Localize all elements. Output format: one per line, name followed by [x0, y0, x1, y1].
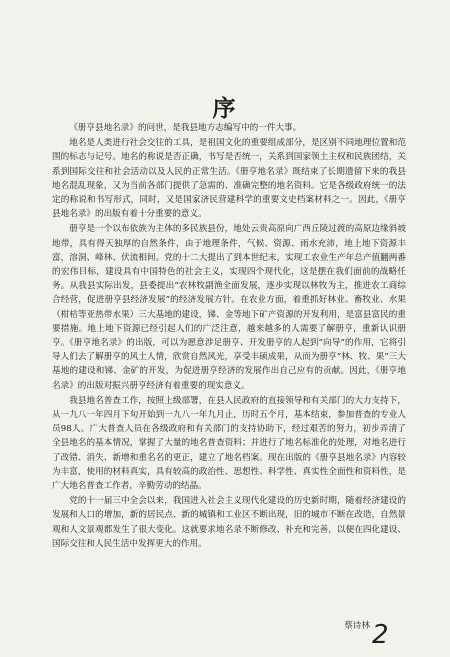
paragraph-4: 我县地名普查工作，按照上级部署，在县人民政府的直接领导和有关部门的大力支持下，从一九八一年四月下旬开始到一九八一年九月止，历时五个月，基本结束，参加普查的专业人员98人。广大普查人员在各级政府和有关部门的支持协助下，经过艰苦的努力，初步弄清了全县地名的基本情况，掌握了大量的地名普查资料；并进行了地名标准化的处理，对地名进行了改错、消失、新增和重名名的更正，建立了地名档案。现在出版的《册亨县地名录》内容较为丰富，使用的材料真实，具有较高的政治性、思想性、科学性、真实性全面性和资料性，是广大地名普查工作者，辛勤劳动的结晶。 — [52, 395, 406, 492]
paragraph-5: 党的十一届三中全会以来，我国进入社会主义现代化建设的历史新时期，随着经济建设的发展和人口的增加，新的居民点、新的城镇和工业区不断出现，旧的城市不断在改造，自然景观和人文景观都发生了很大变化。这就要求地名录不断修改、补充和完善，以便在四化建设、国际交往和人民生活中发挥更大的作用。 — [52, 496, 406, 549]
document-body — [52, 121, 406, 552]
handwritten-page-number: 2 — [372, 620, 389, 650]
paragraph-1: 《册亨县地名录》的问世，是我县地方志编写中的一件大事。 — [69, 123, 302, 133]
page-title: 序 — [212, 95, 238, 122]
paragraph-3: 册亨是一个以布依族为主体的多民族县份，地处云贵高原向广西丘陵过渡的高原边缘斜坡地带，具有得天独厚的自然条件，由于地理条件，气候、资源、雨水充沛，地上地下资源丰富，溶洞、峰林、伏流相间。党的十二大提出了到本世纪末，实现工农业生产年总产值翻两番的宏伟目标，建设具有中国特色的社会主义，实现四个现代化，这是摆在我们面前的战略任务。从我县实际出发，县委提出“农林牧副渔全面发展，逐步实现以林牧为主，推进农工商综合经营，促进册亨县经济发展”的经济发展方针。在农业方面，着重抓好林业、畜牧业、水果（柑桔等亚热带水果）三大基地的建设，锑、金等地下矿产资源的开发利用，是富县富民的重要措施。地上地下资源已经引起人们的广泛注意，越来越多的人需要了解册亨，重新认识册亨。《册亨地名录》的出版，可以为愿意涉足册亨、开发册亨的人起到“向导”的作用，它将引导人们去了解册亨的风土人情，欣赏自然风光，享受丰硕成果，从而为册亨“林、牧、果”三大基地的建设和锑、金矿的开发，为促进册亨经济的发展作出自己应有的贡献。因此，《册亨地名录》的出版对振兴册亨经济有着重要的现实意义。 — [52, 224, 406, 391]
paragraph-2: 地名是人类进行社会交往的工具，是祖国文化的重要组成部分，是区别不同地理位置和范围的标志与记号。地名的称说是否正确，书写是否统一，关系到国家领土主权和民族团结，关系到国际交往和社会活动以及人民的正常生活。《册亨地名录》既结束了长期遗留下来的我县地名混乱现象，又为当前各部门提供了急需的、准确完整的地名资料。它是各级政府统一的法定的称说和书写形式，同时，又是国家济民营建科学的重要文史档案材料之一。因此，《册亨县地名录》的出版有着十分重要的意义。 — [52, 138, 406, 220]
author-signature: 蔡诗林 — [344, 621, 370, 631]
